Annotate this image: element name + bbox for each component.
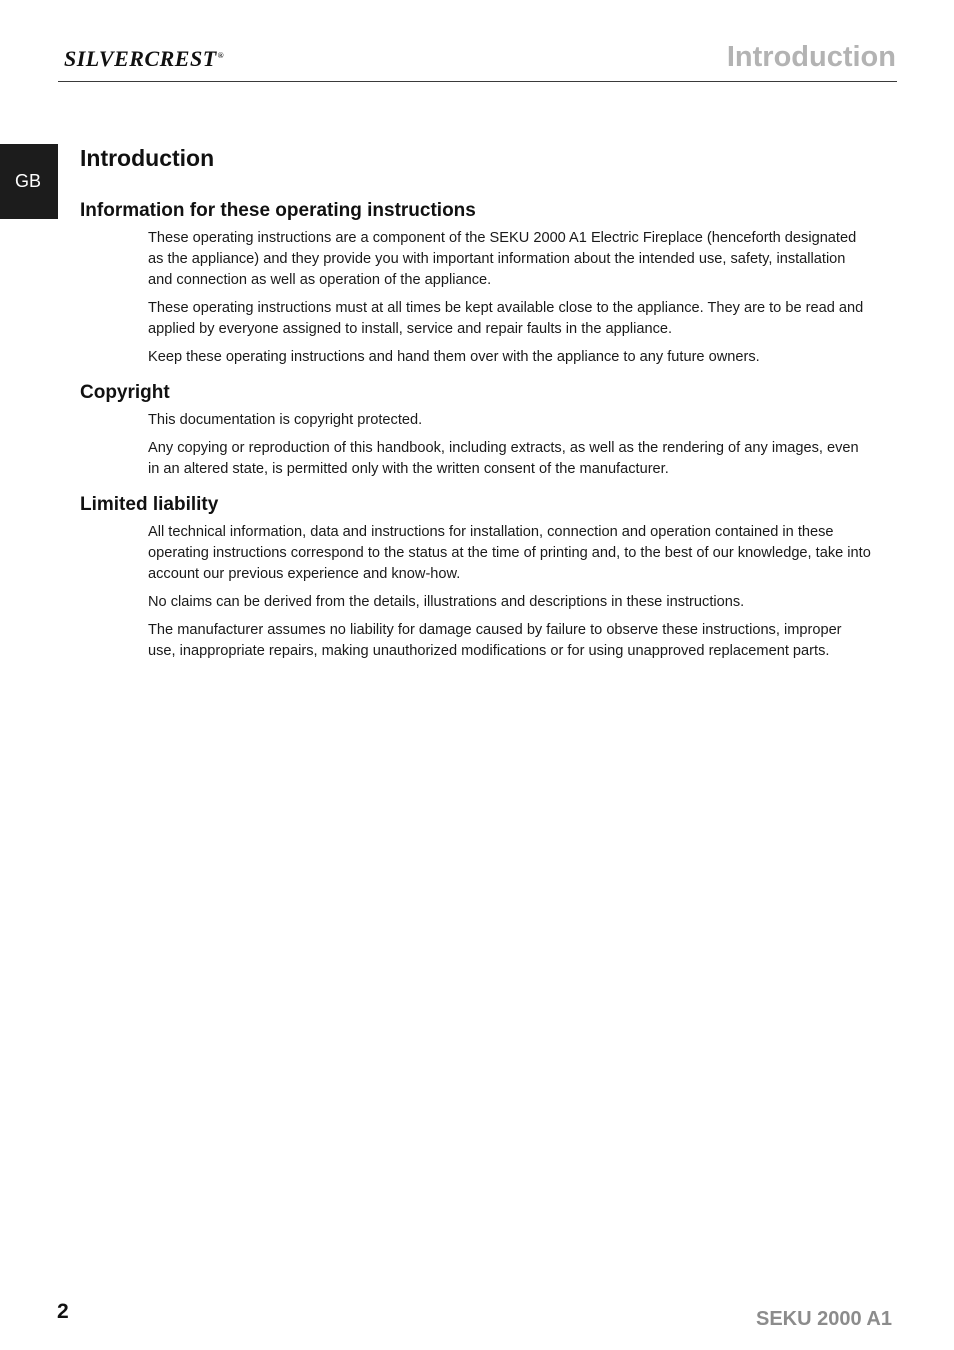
- header-divider: [58, 81, 897, 82]
- section-heading: Limited liability: [80, 494, 219, 515]
- registered-mark: ®: [217, 50, 225, 60]
- section-copyright: [80, 382, 872, 480]
- section-heading: Information for these operating instructions: [80, 200, 476, 221]
- section-operating-instructions: [80, 200, 872, 368]
- brand-logo: [64, 46, 224, 72]
- page-heading: Introduction: [80, 145, 215, 171]
- main-content: [80, 144, 872, 676]
- language-tab: GB: [0, 144, 58, 219]
- section-heading: Copyright: [80, 382, 170, 403]
- paragraph: All technical information, data and instructions for installation, connection and operation contained in these operating instructions correspond to the status at the time of printing and, to the best of our knowledge, take into account our previous experience and know-how.: [148, 524, 871, 582]
- paragraph: Keep these operating instructions and hand them over with the appliance to any future owners.: [148, 349, 760, 365]
- brand-logo-text: SILVERCREST: [64, 46, 217, 71]
- paragraph: These operating instructions must at all times be kept available close to the appliance. They are to be read and applied by everyone assigned to install, service and repair faults in the appliance.: [148, 300, 864, 337]
- page-number: 2: [57, 1300, 69, 1323]
- paragraph: Any copying or reproduction of this handbook, including extracts, as well as the rendering of any images, even in an altered state, is permitted only with the written consent of the manufacturer.: [148, 440, 859, 477]
- paragraph: This documentation is copyright protected.: [148, 412, 423, 428]
- paragraph: The manufacturer assumes no liability for damage caused by failure to observe these instructions, improper use, inappropriate repairs, making unauthorized modifications or for using unapproved replacement parts.: [148, 622, 842, 659]
- section-limited-liability: [80, 494, 872, 662]
- paragraph: No claims can be derived from the details, illustrations and descriptions in these instructions.: [148, 594, 745, 610]
- model-name: SEKU 2000 A1: [756, 1308, 892, 1330]
- paragraph: These operating instructions are a component of the SEKU 2000 A1 Electric Fireplace (henceforth designated as the appliance) and they provide you with important information about the intended use, safety, installation and connection as well as operation of the appliance.: [148, 230, 857, 288]
- header-title: Introduction: [726, 41, 896, 73]
